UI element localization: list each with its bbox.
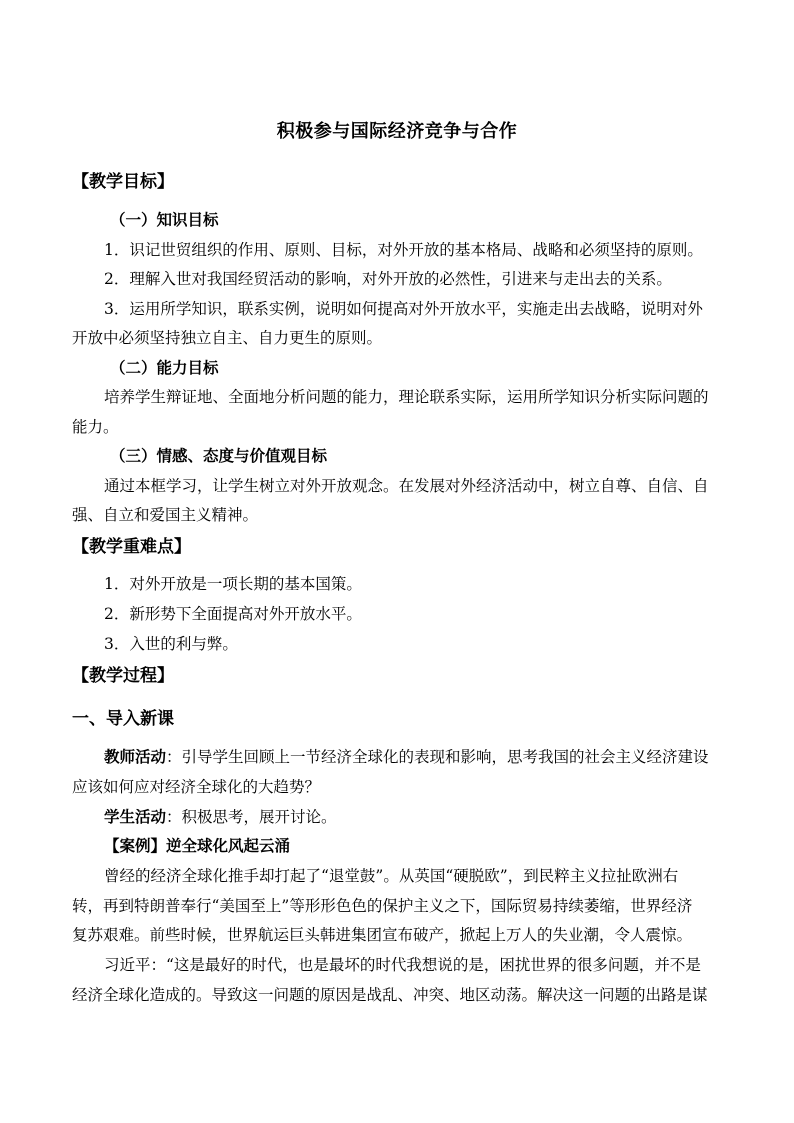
goal-ability-text-line-2: 能力。: [72, 418, 119, 436]
goal-ability-text-line-1: 培养学生辩证地、全面地分析问题的能力，理论联系实际，运用所学知识分析实际问题的: [104, 388, 709, 406]
part-heading-intro: 一、导入新课: [72, 709, 174, 729]
quote-text-line-1: 习近平：“这是最好的时代，也是最坏的时代我想说的是，困扰世界的很多问题，并不是: [104, 956, 701, 974]
section-heading-keys: 【教学重难点】: [72, 537, 191, 557]
student-activity-text: ：积极思考，展开讨论。: [166, 808, 337, 826]
quote-text-line-2: 经济全球化造成的。导致这一问题的原因是战乱、冲突、地区动荡。解决这一问题的出路是谋: [72, 986, 708, 1004]
goal-heading-ability: （二）能力目标: [110, 358, 219, 377]
student-activity-label: 学生活动: [104, 807, 167, 826]
case-heading: 【案例】逆全球化风起云涌: [104, 836, 291, 855]
goal-heading-values: （三）情感、态度与价值观目标: [110, 446, 328, 465]
teacher-activity-line-2: 应该如何应对经济全球化的大趋势？: [72, 778, 321, 796]
goal-values-text-line-2: 强、自立和爱国主义精神。: [72, 506, 259, 524]
case-text-line-3: 复苏艰难。前些时候，世界航运巨头韩进集团宣布破产，掀起上万人的失业潮，令人震惊。: [72, 926, 693, 944]
goal-knowledge-item-1: 1．识记世贸组织的作用、原则、目标，对外开放的基本格局、战略和必须坚持的原则。: [104, 241, 703, 259]
section-heading-goals: 【教学目标】: [72, 172, 174, 192]
student-activity-line: [104, 806, 756, 828]
goal-values-text-line-1: 通过本框学习，让学生树立对外开放观念。在发展对外经济活动中，树立自尊、自信、自: [104, 477, 709, 495]
goal-heading-knowledge: （一）知识目标: [110, 210, 219, 229]
key-point-1: 1．对外开放是一项长期的基本国策。: [104, 575, 362, 593]
goal-knowledge-item-3-line-2: 开放中必须坚持独立自主、自力更生的原则。: [72, 329, 383, 347]
section-heading-process: 【教学过程】: [72, 666, 174, 686]
case-text-line-1: 曾经的经济全球化推手却打起了“退堂鼓”。从英国“硬脱欧”，到民粹主义拉扯欧洲右: [104, 867, 679, 885]
case-text-line-2: 转，再到特朗普奉行“美国至上”等形形色色的保护主义之下，国际贸易持续萎缩，世界经济: [72, 897, 693, 915]
document-title: 积极参与国际经济竞争与合作: [276, 121, 518, 142]
teacher-activity-text: ：引导学生回顾上一节经济全球化的表现和影响，思考我国的社会主义经济建设: [166, 748, 709, 766]
teacher-activity-line-1: [104, 746, 756, 768]
goal-knowledge-item-2: 2．理解入世对我国经贸活动的影响，对外开放的必然性，引进来与走出去的关系。: [104, 270, 672, 288]
teacher-activity-label: 教师活动: [104, 747, 167, 766]
key-point-2: 2．新形势下全面提高对外开放水平。: [104, 605, 362, 623]
key-point-3: 3．入世的利与弊。: [104, 635, 238, 653]
goal-knowledge-item-3-line-1: 3．运用所学知识，联系实例，说明如何提高对外开放水平，实施走出去战略，说明对外: [104, 300, 703, 318]
